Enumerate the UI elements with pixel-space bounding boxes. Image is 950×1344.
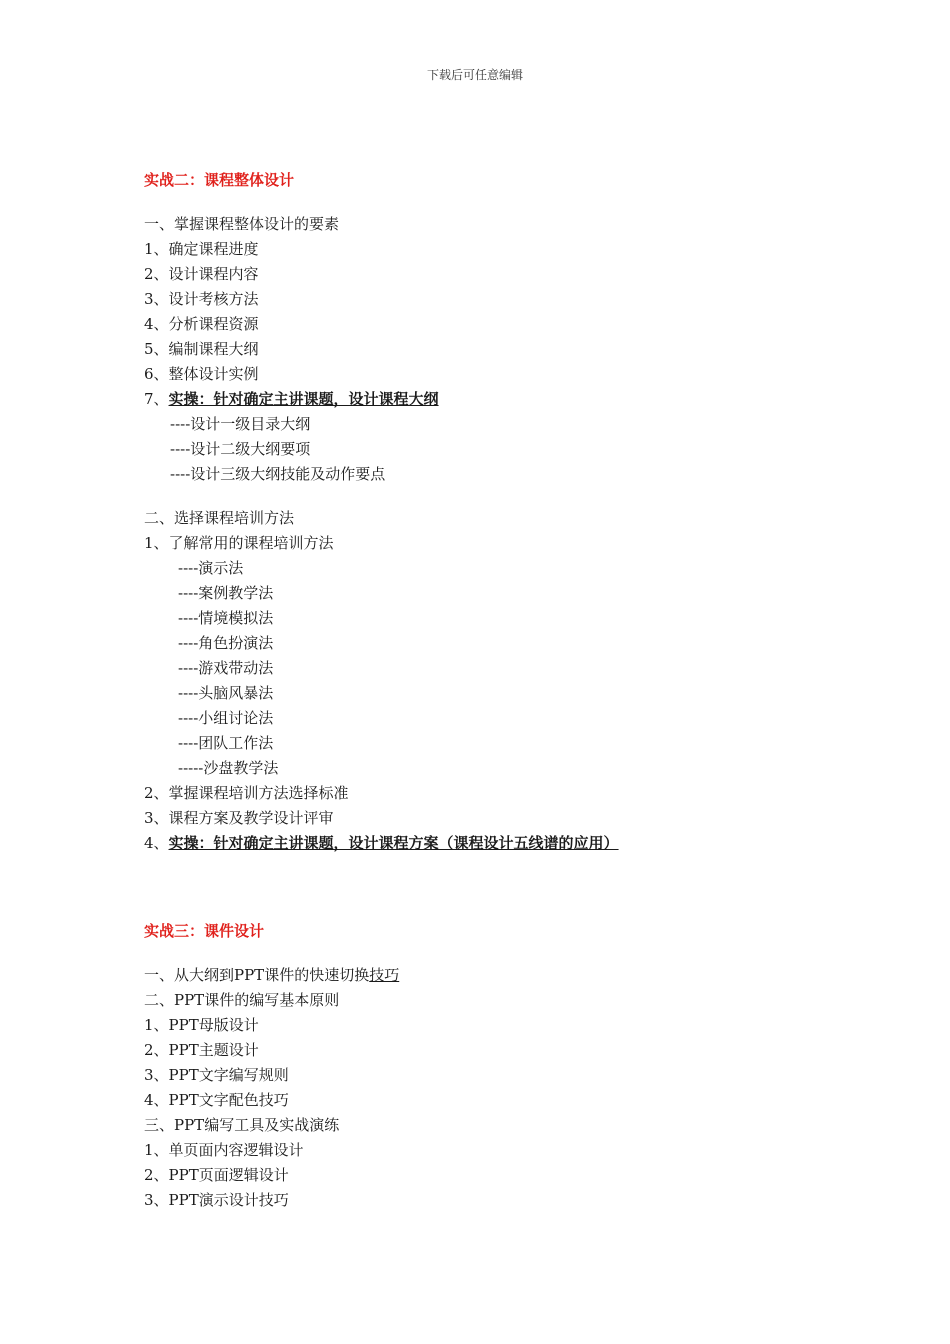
sub-item: ----设计三级大纲技能及动作要点: [170, 465, 386, 483]
method-item: ----演示法: [178, 559, 244, 577]
method-item: ----游戏带动法: [178, 659, 274, 677]
list-item: 4、分析课程资源: [144, 315, 259, 333]
practice-prefix: 7、: [144, 390, 169, 408]
practice-text: 实操：针对确定主讲课题，设计课程方案（课程设计五线谱的应用）: [168, 834, 619, 852]
list-item: 3、PPT文字编写规则: [144, 1066, 289, 1084]
section2-part1-heading: 一、掌握课程整体设计的要素: [144, 215, 340, 233]
list-item: [144, 963, 844, 988]
page-header: 下载后可任意编辑: [426, 68, 523, 82]
method-item: ----情境模拟法: [178, 609, 274, 627]
list-item: 1、了解常用的课程培训方法: [144, 534, 334, 552]
list-item: 3、设计考核方法: [144, 290, 259, 308]
method-item: -----沙盘教学法: [178, 759, 279, 777]
list-item: 4、PPT文字配色技巧: [144, 1091, 289, 1109]
practice-item: [144, 831, 844, 856]
list-item: 1、确定课程进度: [144, 240, 259, 258]
sub-item: ----设计一级目录大纲: [170, 415, 311, 433]
list-item: 二、PPT课件的编写基本原则: [144, 991, 340, 1009]
underlined-text: 技巧: [369, 966, 400, 984]
method-item: ----角色扮演法: [178, 634, 274, 652]
list-item: 3、PPT演示设计技巧: [144, 1191, 289, 1209]
list-item: 3、课程方案及教学设计评审: [144, 809, 334, 827]
section3-title: 实战三：课件设计: [144, 922, 265, 940]
practice-item: [144, 387, 844, 412]
method-item: ----头脑风暴法: [178, 684, 274, 702]
section2-part2-heading: 二、选择课程培训方法: [144, 509, 295, 527]
method-item: ----小组讨论法: [178, 709, 274, 727]
list-item: 三、PPT编写工具及实战演练: [144, 1116, 340, 1134]
list-item: 2、设计课程内容: [144, 265, 259, 283]
section2-title: 实战二：课程整体设计: [144, 171, 295, 189]
list-item: 2、掌握课程培训方法选择标准: [144, 784, 349, 802]
list-item: 6、整体设计实例: [144, 365, 259, 383]
line-text: 一、从大纲到PPT课件的快速切换: [144, 966, 370, 984]
list-item: 1、单页面内容逻辑设计: [144, 1141, 304, 1159]
sub-item: ----设计二级大纲要项: [170, 440, 311, 458]
list-item: 1、PPT母版设计: [144, 1016, 259, 1034]
practice-text: 实操：针对确定主讲课题，设计课程大纲: [168, 390, 439, 408]
method-item: ----团队工作法: [178, 734, 274, 752]
document-body: [144, 168, 844, 1213]
list-item: 2、PPT页面逻辑设计: [144, 1166, 289, 1184]
list-item: 2、PPT主题设计: [144, 1041, 259, 1059]
method-item: ----案例教学法: [178, 584, 274, 602]
list-item: 5、编制课程大纲: [144, 340, 259, 358]
practice-prefix: 4、: [144, 834, 169, 852]
